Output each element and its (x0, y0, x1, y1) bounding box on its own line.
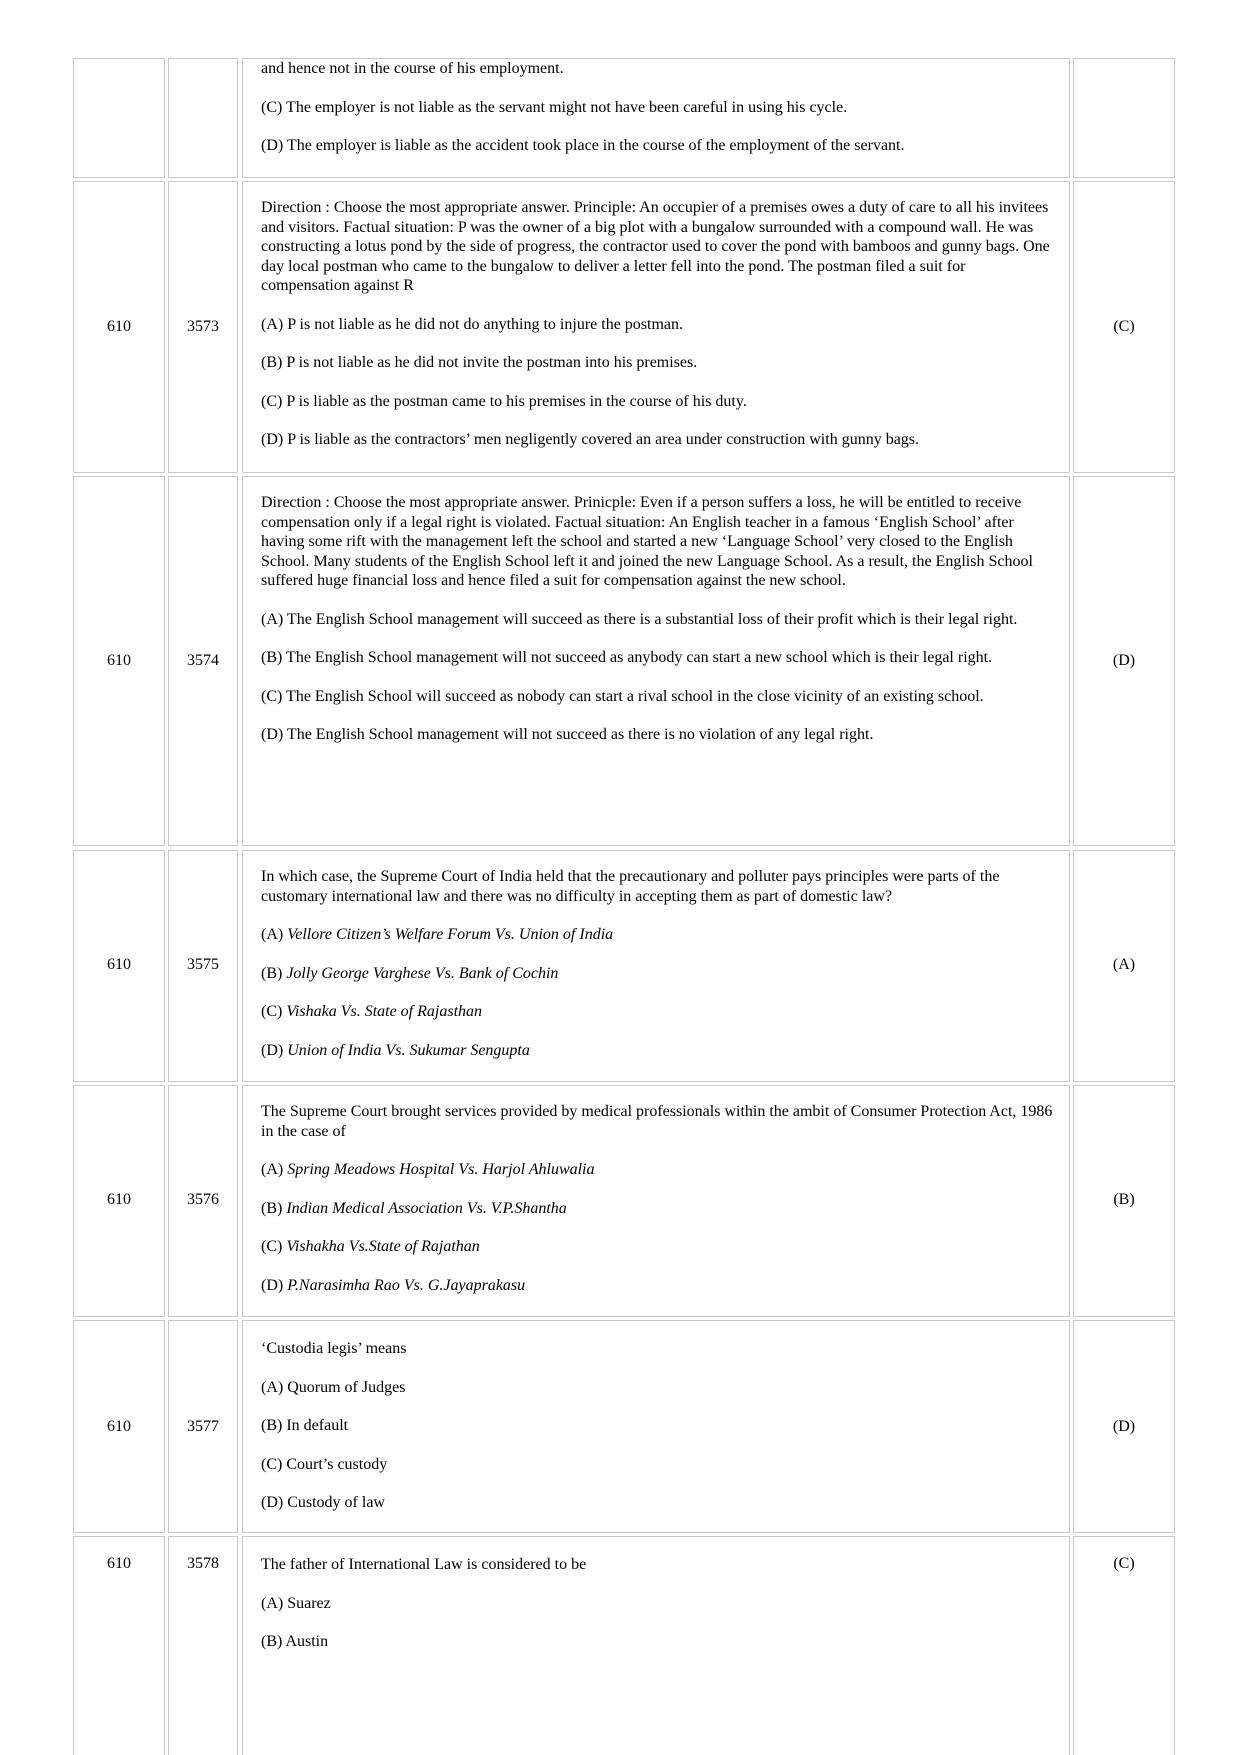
option-d (261, 1276, 1053, 1296)
continuation-line: and hence not in the course of his employment. (261, 60, 564, 77)
option-a: (A) Suarez (261, 1594, 331, 1612)
paper-code: 610 (107, 1191, 131, 1208)
table-row (73, 1085, 1175, 1317)
option-label: (A) (261, 1161, 288, 1178)
option-b: (B) P is not liable as he did not invite the postman into his premises. (261, 354, 698, 371)
paper-code: 610 (107, 318, 131, 335)
question-no-cell (168, 1536, 238, 1755)
table-row (73, 1536, 1175, 1755)
option-c: (C) The employer is not liable as the servant might not have been careful in using his cycle. (261, 98, 848, 116)
table-row (73, 1320, 1175, 1533)
table-row (73, 850, 1175, 1082)
case-name: P.Narasimha Rao Vs. G.Jayaprakasu (287, 1276, 526, 1294)
option-a: (A) P is not liable as he did not do anything to injure the postman. (261, 315, 684, 333)
answer-key: (D) (1112, 1418, 1136, 1435)
paper-cell (73, 1085, 165, 1317)
paper-cell (73, 1536, 165, 1755)
question-text: ‘Custodia legis’ means (261, 1340, 407, 1357)
answer-cell (1073, 181, 1175, 473)
case-name: Union of India Vs. Sukumar Sengupta (287, 1041, 530, 1059)
answer-cell (1073, 476, 1175, 846)
table-row (73, 181, 1175, 473)
paper-code: 610 (107, 1555, 131, 1572)
option-d: (D) The employer is liable as the accident took place in the course of the employment of the servant. (261, 137, 905, 154)
answer-cell (1073, 1536, 1175, 1755)
answer-key: (B) (1113, 1191, 1135, 1208)
option-c (261, 1002, 1053, 1022)
option-label: (C) (261, 1238, 287, 1255)
option-b (261, 964, 1053, 984)
option-label: (A) (261, 926, 288, 943)
paper-code: 610 (107, 652, 131, 669)
case-name: Vellore Citizen’s Welfare Forum Vs. Union of India (287, 926, 614, 943)
answer-cell (1073, 850, 1175, 1082)
answer-key: (D) (1112, 652, 1136, 669)
question-no-cell (168, 181, 238, 473)
question-number: 3577 (187, 1418, 219, 1435)
case-name: Vishaka Vs. State of Rajasthan (286, 1003, 483, 1020)
option-label: (D) (261, 1041, 288, 1059)
option-label: (D) (261, 1276, 288, 1294)
answer-cell (1073, 58, 1175, 178)
option-c: (C) Court’s custody (261, 1455, 388, 1473)
question-no-cell (168, 1320, 238, 1533)
question-no-cell (168, 850, 238, 1082)
question-number: 3574 (187, 652, 219, 669)
option-c: (C) P is liable as the postman came to his premises in the course of his duty. (261, 392, 747, 410)
question-cell (242, 1320, 1070, 1533)
option-b: (B) The English School management will not succeed as anybody can start a new school which is their legal right. (261, 649, 993, 666)
answer-cell (1073, 1085, 1175, 1317)
question-text: In which case, the Supreme Court of India held that the precautionary and polluter pays principles were parts of the customary international law and there was no difficulty in accepting them as part of domestic law? (261, 868, 1000, 905)
question-no-cell (168, 1085, 238, 1317)
option-a (261, 1160, 1053, 1180)
option-c (261, 1237, 1053, 1257)
option-b: (B) In default (261, 1417, 349, 1434)
answer-key: (A) (1112, 956, 1136, 973)
question-text: The father of International Law is considered to be (261, 1556, 587, 1573)
option-d: (D) Custody of law (261, 1494, 385, 1511)
question-cell (242, 181, 1070, 473)
option-label: (C) (261, 1003, 287, 1020)
option-c: (C) The English School will succeed as nobody can start a rival school in the close vicinity of an existing school. (261, 687, 984, 705)
answer-key: (C) (1113, 1555, 1135, 1572)
question-cell (242, 850, 1070, 1082)
question-number: 3578 (187, 1555, 219, 1572)
question-text: Direction : Choose the most appropriate answer. Prinicple: Even if a person suffers a loss, he will be entitled to receive compensation only if a legal right is violated. Factual situation: An English teacher in a famous ‘English School’ after having some rift with the management left the school and started a new ‘Language School’ very closed to the English School. Many students of the English School left it and joined the new Language School. As a result, the English School suffered huge financial loss and hence filed a suit for compensation against the new school. (261, 494, 1033, 589)
option-label: (B) (261, 964, 287, 982)
paper-cell (73, 1320, 165, 1533)
case-name: Jolly George Varghese Vs. Bank of Cochin (286, 964, 559, 982)
paper-cell (73, 58, 165, 178)
paper-code: 610 (107, 956, 131, 973)
answer-cell (1073, 1320, 1175, 1533)
question-cell (242, 1536, 1070, 1755)
option-d: (D) The English School management will not succeed as there is no violation of any legal right. (261, 726, 874, 743)
question-no-cell (168, 476, 238, 846)
question-cell (242, 1085, 1070, 1317)
paper-cell (73, 476, 165, 846)
question-cell (242, 476, 1070, 846)
question-no-cell (168, 58, 238, 178)
table-row (73, 58, 1175, 178)
option-label: (B) (261, 1199, 287, 1217)
question-number: 3575 (187, 956, 219, 973)
option-a (261, 925, 1053, 945)
option-d (261, 1041, 1053, 1061)
case-name: Vishakha Vs.State of Rajathan (286, 1238, 480, 1255)
question-text: The Supreme Court brought services provided by medical professionals within the ambit of Consumer Protection Act, 1986 in the case of (261, 1103, 1053, 1140)
table-row (73, 476, 1175, 846)
question-number: 3573 (187, 318, 219, 335)
paper-code: 610 (107, 1418, 131, 1435)
option-a: (A) Quorum of Judges (261, 1378, 406, 1396)
option-d: (D) P is liable as the contractors’ men negligently covered an area under construction with gunny bags. (261, 431, 920, 448)
answer-key: (C) (1113, 318, 1135, 335)
paper-cell (73, 850, 165, 1082)
paper-cell (73, 181, 165, 473)
option-b: (B) Austin (261, 1633, 329, 1650)
question-number: 3576 (187, 1191, 219, 1208)
case-name: Spring Meadows Hospital Vs. Harjol Ahluwalia (287, 1161, 595, 1178)
question-cell (242, 58, 1070, 178)
question-text: Direction : Choose the most appropriate answer. Principle: An occupier of a premises owes a duty of care to all his invitees and visitors. Factual situation: P was the owner of a big plot with a bungalow surrounded with a compound wall. He was constructing a lotus pond by the side of progress, the contractor used to cover the pond with bamboos and gunny bags. One day local postman who came to the bungalow to deliver a letter fell into the pond. The postman filed a suit for compensation against R (261, 199, 1050, 294)
case-name: Indian Medical Association Vs. V.P.Shantha (286, 1199, 567, 1217)
option-a: (A) The English School management will succeed as there is a substantial loss of their profit which is their legal right. (261, 610, 1018, 628)
option-b (261, 1199, 1053, 1219)
